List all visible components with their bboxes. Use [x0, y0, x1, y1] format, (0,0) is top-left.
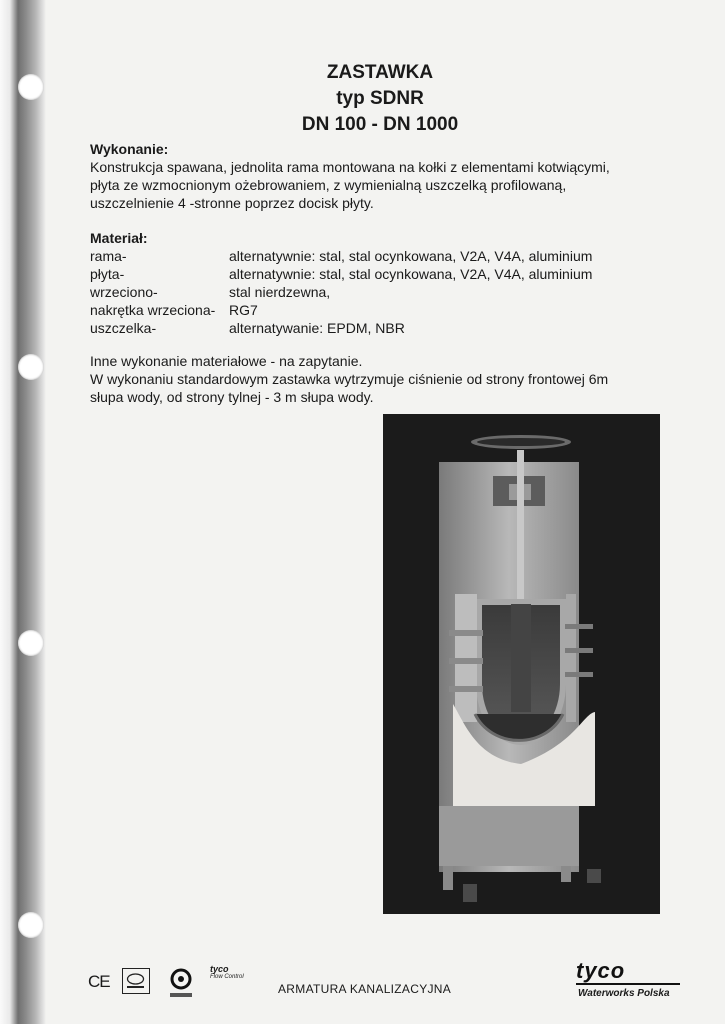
- execution-line: płyta ze wzmocnionym ożebrowaniem, z wymienialną uszczelką profilowaną,: [90, 177, 567, 193]
- material-row: [90, 302, 650, 320]
- certificate-icon: [122, 968, 150, 994]
- material-value: alternatywnie: stal, stal ocynkowana, V2A, V4A, aluminium: [229, 248, 593, 264]
- note-line: Inne wykonanie materiałowe - na zapytanie.: [90, 353, 363, 369]
- tyco-small-logo-icon: [210, 964, 254, 980]
- punch-hole: [18, 912, 44, 938]
- tyco-logo-subtitle: Waterworks Polska: [578, 988, 670, 999]
- material-value: alternatywnie: stal, stal ocynkowana, V2A, V4A, aluminium: [229, 266, 593, 282]
- product-photo: [383, 414, 660, 914]
- material-label: uszczelka-: [90, 320, 157, 336]
- punch-hole: [18, 630, 44, 656]
- punch-hole: [18, 74, 44, 100]
- tyco-logo-underline: [576, 983, 680, 985]
- execution-line: Konstrukcja spawana, jednolita rama montowana na kołki z elementami kotwiącymi,: [90, 159, 610, 175]
- material-row: [90, 320, 650, 338]
- material-row: [90, 284, 650, 302]
- footer-category: ARMATURA KANALIZACYJNA: [278, 982, 452, 996]
- certification-logos: [88, 958, 258, 1002]
- execution-heading: Wykonanie:: [90, 141, 169, 157]
- note-line: słupa wody, od strony tylnej - 3 m słupa wody.: [90, 389, 374, 405]
- punch-hole: [18, 354, 44, 380]
- quality-mark-icon: [166, 966, 196, 1005]
- material-row: [90, 266, 650, 284]
- material-label: nakrętka wrzeciona-: [90, 302, 216, 318]
- note-line: W wykonaniu standardowym zastawka wytrzymuje ciśnienie od strony frontowej 6m: [90, 371, 609, 387]
- material-row: [90, 248, 650, 266]
- ce-mark-icon: CE: [88, 972, 110, 991]
- title-product: ZASTAWKA: [326, 62, 434, 83]
- execution-line: uszczelnienie 4 -stronne poprzez docisk płyty.: [90, 195, 374, 211]
- material-value: RG7: [229, 302, 258, 318]
- small-brand-text: tyco: [210, 964, 229, 974]
- material-label: płyta-: [90, 266, 125, 282]
- title-type: typ SDNR: [336, 88, 424, 109]
- binding-strip: [0, 0, 46, 1024]
- tyco-logo: tyco: [576, 958, 626, 983]
- material-value: stal nierdzewna,: [229, 284, 331, 300]
- material-value: alternatywanie: EPDM, NBR: [229, 320, 405, 336]
- material-label: rama-: [90, 248, 127, 264]
- small-brand-sub: Flow Control: [210, 974, 244, 980]
- material-heading: Materiał:: [90, 230, 148, 246]
- title-range: DN 100 - DN 1000: [301, 114, 459, 135]
- material-label: wrzeciono-: [90, 284, 158, 300]
